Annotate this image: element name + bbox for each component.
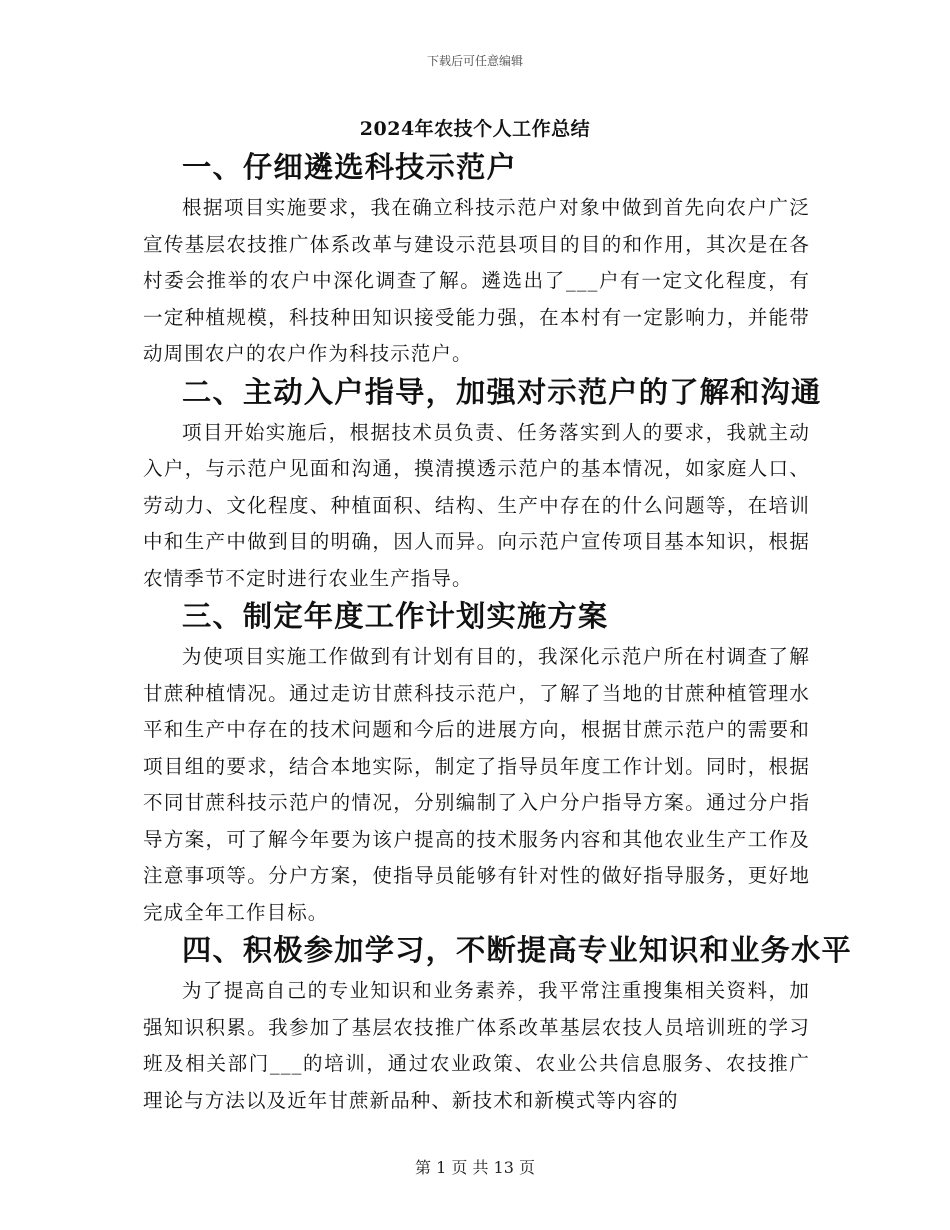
section-heading: 三、制定年度工作计划实施方案 [182,599,609,633]
download-note: 下载后可任意编辑 [426,54,523,68]
section-2 [143,373,822,598]
section-paragraph: 项目开始实施后，根据技术员负责、任务落实到人的要求，我就主动入户，与示范户见面和沟通，摸清摸透示范户的基本情况，如家庭人口、劳动力、文化程度、种植面积、结构、生产中存在的什么问题等，在培训中和生产中做到目的明确，因人而异。向示范户宣传项目基本知识，根据农情季节不定时进行农业生产指导。 [143,420,810,590]
document-title: 2024年农技个人工作总结 [359,118,591,140]
page-number: 第 1 页 共 13 页 [415,1158,535,1177]
section-paragraph: 为了提高自己的专业知识和业务素养，我平常注重搜集相关资料，加强知识积累。我参加了基层农技推广体系改革基层农技人员培训班的学习班及相关部门___的培训，通过农业政策、农业公共信息服务、农技推广理论与方法以及近年甘蔗新品种、新技术和新模式等内容的 [143,979,810,1112]
section-paragraph: 为使项目实施工作做到有计划有目的，我深化示范户所在村调查了解甘蔗种植情况。通过走访甘蔗科技示范户，了解了当地的甘蔗种植管理水平和生产中存在的技术问题和今后的进展方向，根据甘蔗示范户的需要和项目组的要求，结合本地实际，制定了指导员年度工作计划。同时，根据不同甘蔗科技示范户的情况，分别编制了入户分户指导方案。通过分户指导方案，可了解今年要为该户提高的技术服务内容和其他农业生产工作及注意事项等。分户方案，使指导员能够有针对性的做好指导服务，更好地完成全年工作目标。 [143,645,810,924]
section-1 [143,148,810,373]
section-4 [143,931,852,1119]
section-3 [143,597,810,931]
section-heading: 二、主动入户指导，加强对示范户的了解和沟通 [182,374,822,409]
section-heading: 一、仔细遴选科技示范户 [182,150,517,184]
section-paragraph: 根据项目实施要求，我在确立科技示范户对象中做到首先向农户广泛宣传基层农技推广体系改革与建设示范县项目的目的和作用，其次是在各村委会推举的农户中深化调查了解。遴选出了___户有一定文化程度，有一定种植规模，科技种田知识接受能力强，在本村有一定影响力，并能带动周围农户的农户作为科技示范户。 [143,196,810,365]
document-body [143,148,852,1119]
section-heading: 四、积极参加学习，不断提高专业知识和业务水平 [182,933,852,967]
